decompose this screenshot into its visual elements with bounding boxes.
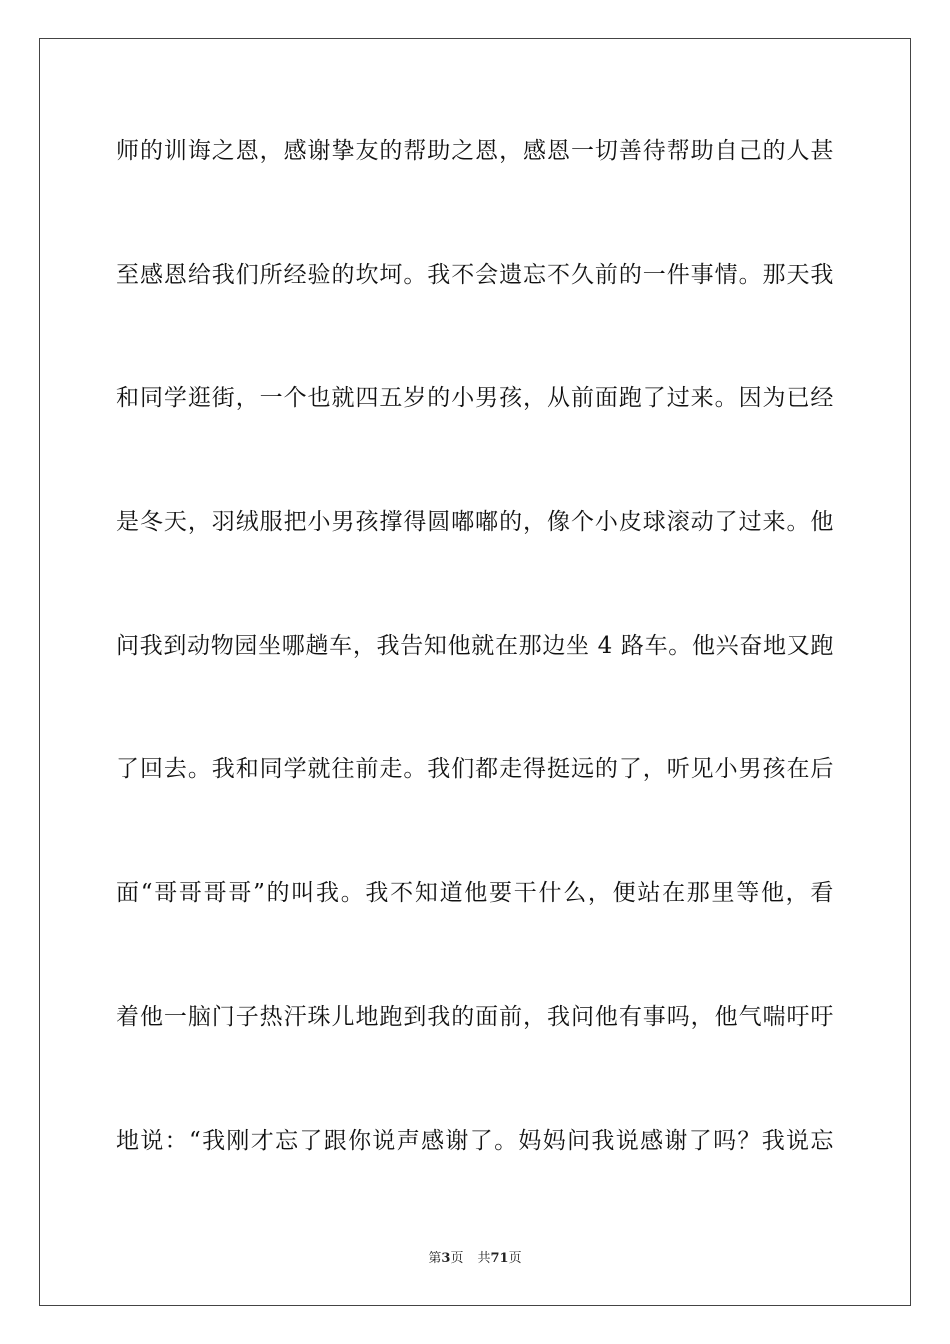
page-footer [0,1247,950,1266]
body-line-6: 了回去。我和同学就往前走。我们都走得挺远的了，听见小男孩在后 [116,756,834,783]
body-line-5: 问我到动物园坐哪趟车，我告知他就在那边坐 4 路车。他兴奋地又跑 [116,632,834,659]
total-pages-label: 共71页 [477,1251,522,1266]
current-page-number: 3 [441,1251,451,1266]
body-line-4: 是冬天，羽绒服把小男孩撑得圆嘟嘟的，像个小皮球滚动了过来。他 [116,509,834,536]
body-line-8: 着他一脑门子热汗珠儿地跑到我的面前，我问他有事吗，他气喘吁吁 [116,1003,834,1030]
body-line-2: 至感恩给我们所经验的坎坷。我不会遗忘不久前的一件事情。那天我 [116,261,834,288]
body-line-1: 师的训诲之恩，感谢挚友的帮助之恩，感恩一切善待帮助自己的人甚 [116,138,834,164]
body-line-7: 面“哥哥哥哥”的叫我。我不知道他要干什么，便站在那里等他，看 [116,880,834,907]
body-line-3: 和同学逛街，一个也就四五岁的小男孩，从前面跑了过来。因为已经 [116,385,834,412]
body-line-9: 地说：“我刚才忘了跟你说声感谢了。妈妈问我说感谢了吗？我说忘 [116,1127,834,1154]
total-pages-number: 71 [490,1251,509,1266]
page-label: 第3页 [428,1251,464,1266]
document-body [116,128,834,1241]
